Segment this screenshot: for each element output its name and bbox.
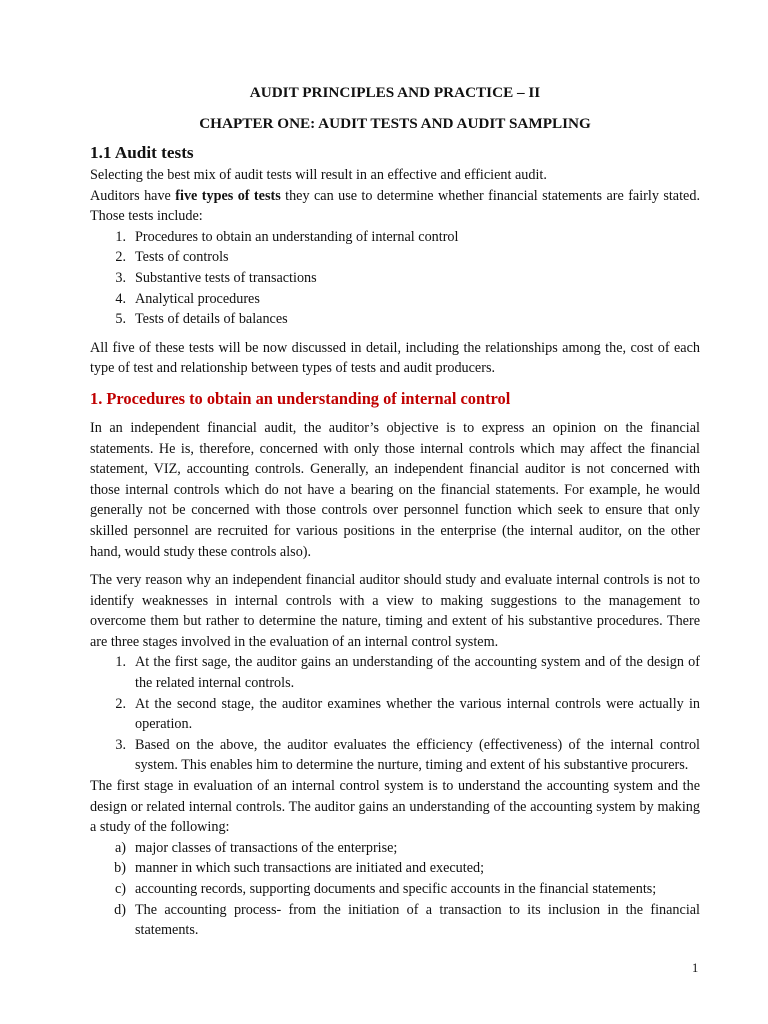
list-marker: 3. [115, 269, 126, 286]
list-item [90, 838, 700, 859]
list-marker: 1. [115, 654, 126, 671]
list-text: Tests of details of balances [135, 311, 288, 328]
list-item [90, 652, 700, 693]
list-item [90, 735, 700, 776]
list-marker: d) [114, 901, 126, 918]
list-text: The accounting process- from the initiation of a transaction to its inclusion in the financial statements. [135, 901, 700, 939]
list-item [90, 289, 700, 310]
list-item [90, 694, 700, 735]
chapter-title: CHAPTER ONE: AUDIT TESTS AND AUDIT SAMPLING [199, 115, 591, 132]
tests-intro-post: they can use to determine whether financial statements are fairly stated. Those tests include: [90, 187, 700, 225]
list-item [90, 900, 700, 941]
page-number: 1 [692, 961, 699, 975]
list-item [90, 858, 700, 879]
list-text: Based on the above, the auditor evaluates the efficiency (effectiveness) of the internal control system. This enables him to determine the nurture, timing and extent of his substantive procurers. [135, 736, 700, 774]
list-text: Analytical procedures [135, 290, 260, 307]
document-title: AUDIT PRINCIPLES AND PRACTICE – II [249, 84, 541, 101]
tests-intro-pre: Auditors have [90, 187, 176, 204]
list-text: At the first sage, the auditor gains an understanding of the accounting system and of the design of the related internal controls. [135, 654, 700, 692]
body-paragraph-3: The first stage in evaluation of an internal control system is to understand the accounting system and the design or related internal controls. The auditor gains an understanding of the accounting system by making a study of the following: [90, 778, 700, 836]
list-marker: 1. [115, 228, 126, 245]
list-text: At the second stage, the auditor examines whether the various internal controls were actually in operation. [135, 695, 700, 733]
list-item [90, 227, 700, 248]
red-section-heading: 1. Procedures to obtain an understanding of internal control [90, 388, 511, 408]
list-marker: 2. [115, 249, 126, 266]
list-marker: 2. [115, 695, 126, 712]
list-marker: 4. [115, 290, 126, 307]
list-marker: 3. [115, 736, 126, 753]
tests-intro-paragraph [90, 186, 700, 227]
stages-list [90, 652, 700, 776]
study-list [90, 838, 700, 941]
page-content [90, 83, 700, 941]
body-paragraph-2: The very reason why an independent financial auditor should study and evaluate internal controls is not to identify weaknesses in internal controls with a view to making suggestions to the management to overcome them but rather to determine the nature, timing and extent of his substantive procedures. There are three stages involved in the evaluation of an internal control system. [90, 572, 700, 650]
intro-paragraph: Selecting the best mix of audit tests will result in an effective and efficient audit. [90, 167, 547, 183]
tests-intro-bold: five types of tests [175, 187, 281, 204]
list-text: accounting records, supporting documents and specific accounts in the financial statements; [135, 881, 657, 897]
tests-summary-paragraph: All five of these tests will be now discussed in detail, including the relationships among the, cost of each type of test and relationship between types of tests and audit producers. [90, 339, 700, 377]
list-text: Procedures to obtain an understanding of internal control [135, 228, 459, 245]
list-item [90, 268, 700, 289]
list-item [90, 309, 700, 330]
list-marker: b) [114, 860, 126, 877]
list-text: Tests of controls [135, 249, 229, 266]
list-text: manner in which such transactions are initiated and executed; [135, 860, 485, 877]
list-item [90, 247, 700, 268]
list-text: Substantive tests of transactions [135, 269, 317, 286]
list-marker: a) [114, 839, 126, 856]
list-item [90, 879, 700, 900]
list-marker: c) [114, 881, 126, 897]
list-marker: 5. [115, 311, 126, 328]
list-text: major classes of transactions of the enterprise; [135, 839, 398, 856]
tests-list [90, 227, 700, 330]
section-heading: 1.1 Audit tests [90, 143, 194, 162]
body-paragraph-1: In an independent financial audit, the auditor’s objective is to express an opinion on the financial statements. He is, therefore, concerned with only those internal controls which may affect the financial statement, VIZ, accounting controls. Generally, an independent financial auditor is not concerned with those internal controls which do not have a bearing on the financial statements. For example, he would generally not be concerned with those controls over personnel function which seek to ensure that only skilled personnel are recruited for various positions in the enterprise (the internal auditor, on the other hand, would study these controls also). [90, 419, 700, 560]
